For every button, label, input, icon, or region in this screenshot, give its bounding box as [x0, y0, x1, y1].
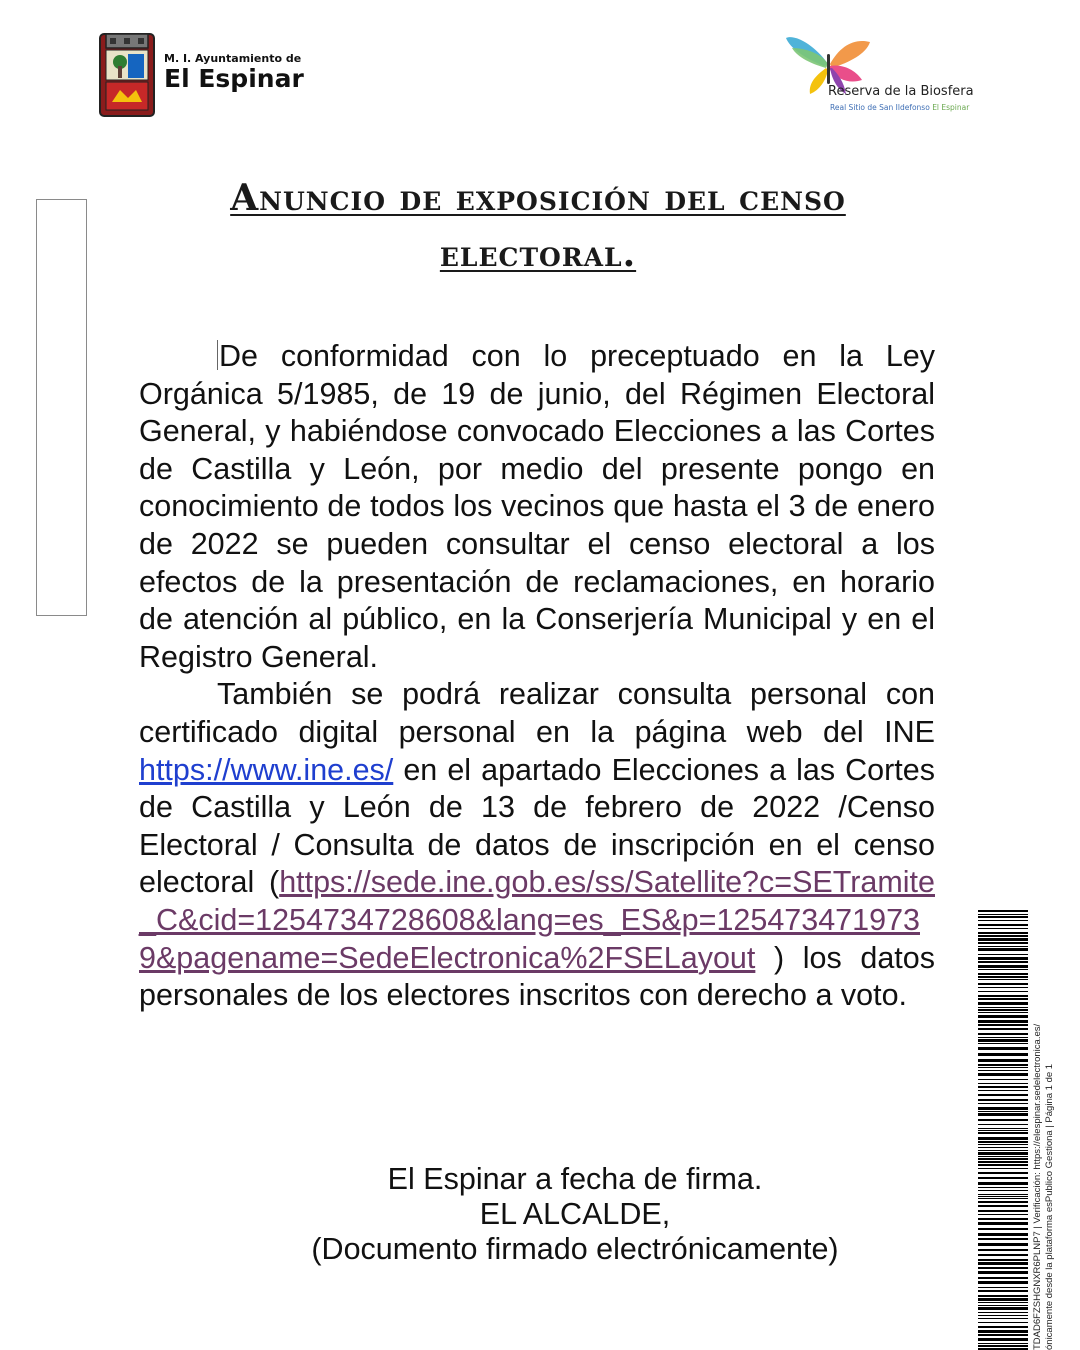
- paragraph-2-part-a: También se podrá realizar consulta personal con certificado digital personal en la página web del INE: [139, 677, 935, 749]
- biosfera-logo: [784, 24, 984, 120]
- paragraph-2-part-c: ) los datos personales de los electores inscritos con derecho a voto.: [139, 940, 935, 1013]
- signature-date: El Espinar a fecha de firma.: [387, 1162, 763, 1196]
- verification-line-1: TDAD6FZSHGNXR6PLNP7 | Verificación: https://elespinar.sedelectronica.es/: [1032, 1023, 1043, 1350]
- crest-icon: [98, 32, 156, 118]
- text-cursor: [217, 340, 218, 370]
- barcode-icon: [978, 910, 1028, 1350]
- verification-text: [1032, 1024, 1056, 1350]
- sede-link[interactable]: https://sede.ine.gob.es/ss/Satellite?c=SETramite_C&cid=1254734728608&lang=es_ES&p=1254734719739&pagename=SedeElectronica%2FSELayout: [139, 865, 935, 975]
- biosfera-title: Reserva de la Biosfera: [828, 84, 974, 99]
- ayuntamiento-small-label: M. I. Ayuntamiento de: [164, 51, 302, 65]
- signature-block: [140, 1162, 1010, 1267]
- title-line-2: electoral.: [439, 233, 637, 275]
- announcement-body: [139, 338, 935, 1015]
- signature-role: EL ALCALDE,: [479, 1197, 671, 1231]
- ine-link[interactable]: https://www.ine.es/: [139, 752, 394, 787]
- page-title: [140, 170, 936, 282]
- biosfera-subtitle: [830, 103, 969, 112]
- ayuntamiento-name: El Espinar: [164, 63, 304, 93]
- biosfera-sub-a: Real Sitio de San Ildefonso: [830, 103, 930, 112]
- paragraph-1: [139, 338, 935, 676]
- document-header: [0, 0, 1080, 140]
- paragraph-2: También se podrá realizar consulta personal con certificado digital personal en la página web del INE https://www.ine.es/ en el apartado Elecciones a las Cortes de Castilla y León de 13 de febrero de 2022 /Censo Electoral / Consulta de datos de inscripción en el censo electoral (https://sede.ine.gob.es/ss/Satellite?c=SETramite_C&cid=1254734728608&lang=es_ES&p=1254734719739&pagename=SedeElectronica%2FSELayout ) los datos personales de los electores inscritos con derecho a voto.: [139, 677, 935, 1013]
- title-line-1: Anuncio de exposición del censo: [230, 177, 846, 219]
- paragraph-1-text: De conformidad con lo preceptuado en la Ley Orgánica 5/1985, de 19 de junio, del Régimen Electoral General, y habiéndose convocado Elecciones a las Cortes de Castilla y León, por medio del presente pongo en conocimiento de todos los vecinos que hasta el 3 de enero de 2022 se pueden consultar el censo electoral a los efectos de la presentación de reclamaciones, en horario de atención al público, en la Conserjería Municipal y en el Registro General.: [139, 339, 935, 674]
- side-frame: [36, 199, 87, 616]
- biosfera-sub-b: El Espinar: [932, 103, 970, 112]
- paragraph-2-part-b: en el apartado Elecciones a las Cortes de Castilla y León de 13 de febrero de 2022 /Censo Electoral / Consulta de datos de inscripción en el censo electoral: [139, 752, 935, 900]
- ayuntamiento-logo: [98, 32, 304, 118]
- verification-line-2: ónicamente desde la plataforma esPublico Gestiona | Página 1 de 1: [1044, 1063, 1055, 1350]
- signature-note: (Documento firmado electrónicamente): [311, 1232, 839, 1266]
